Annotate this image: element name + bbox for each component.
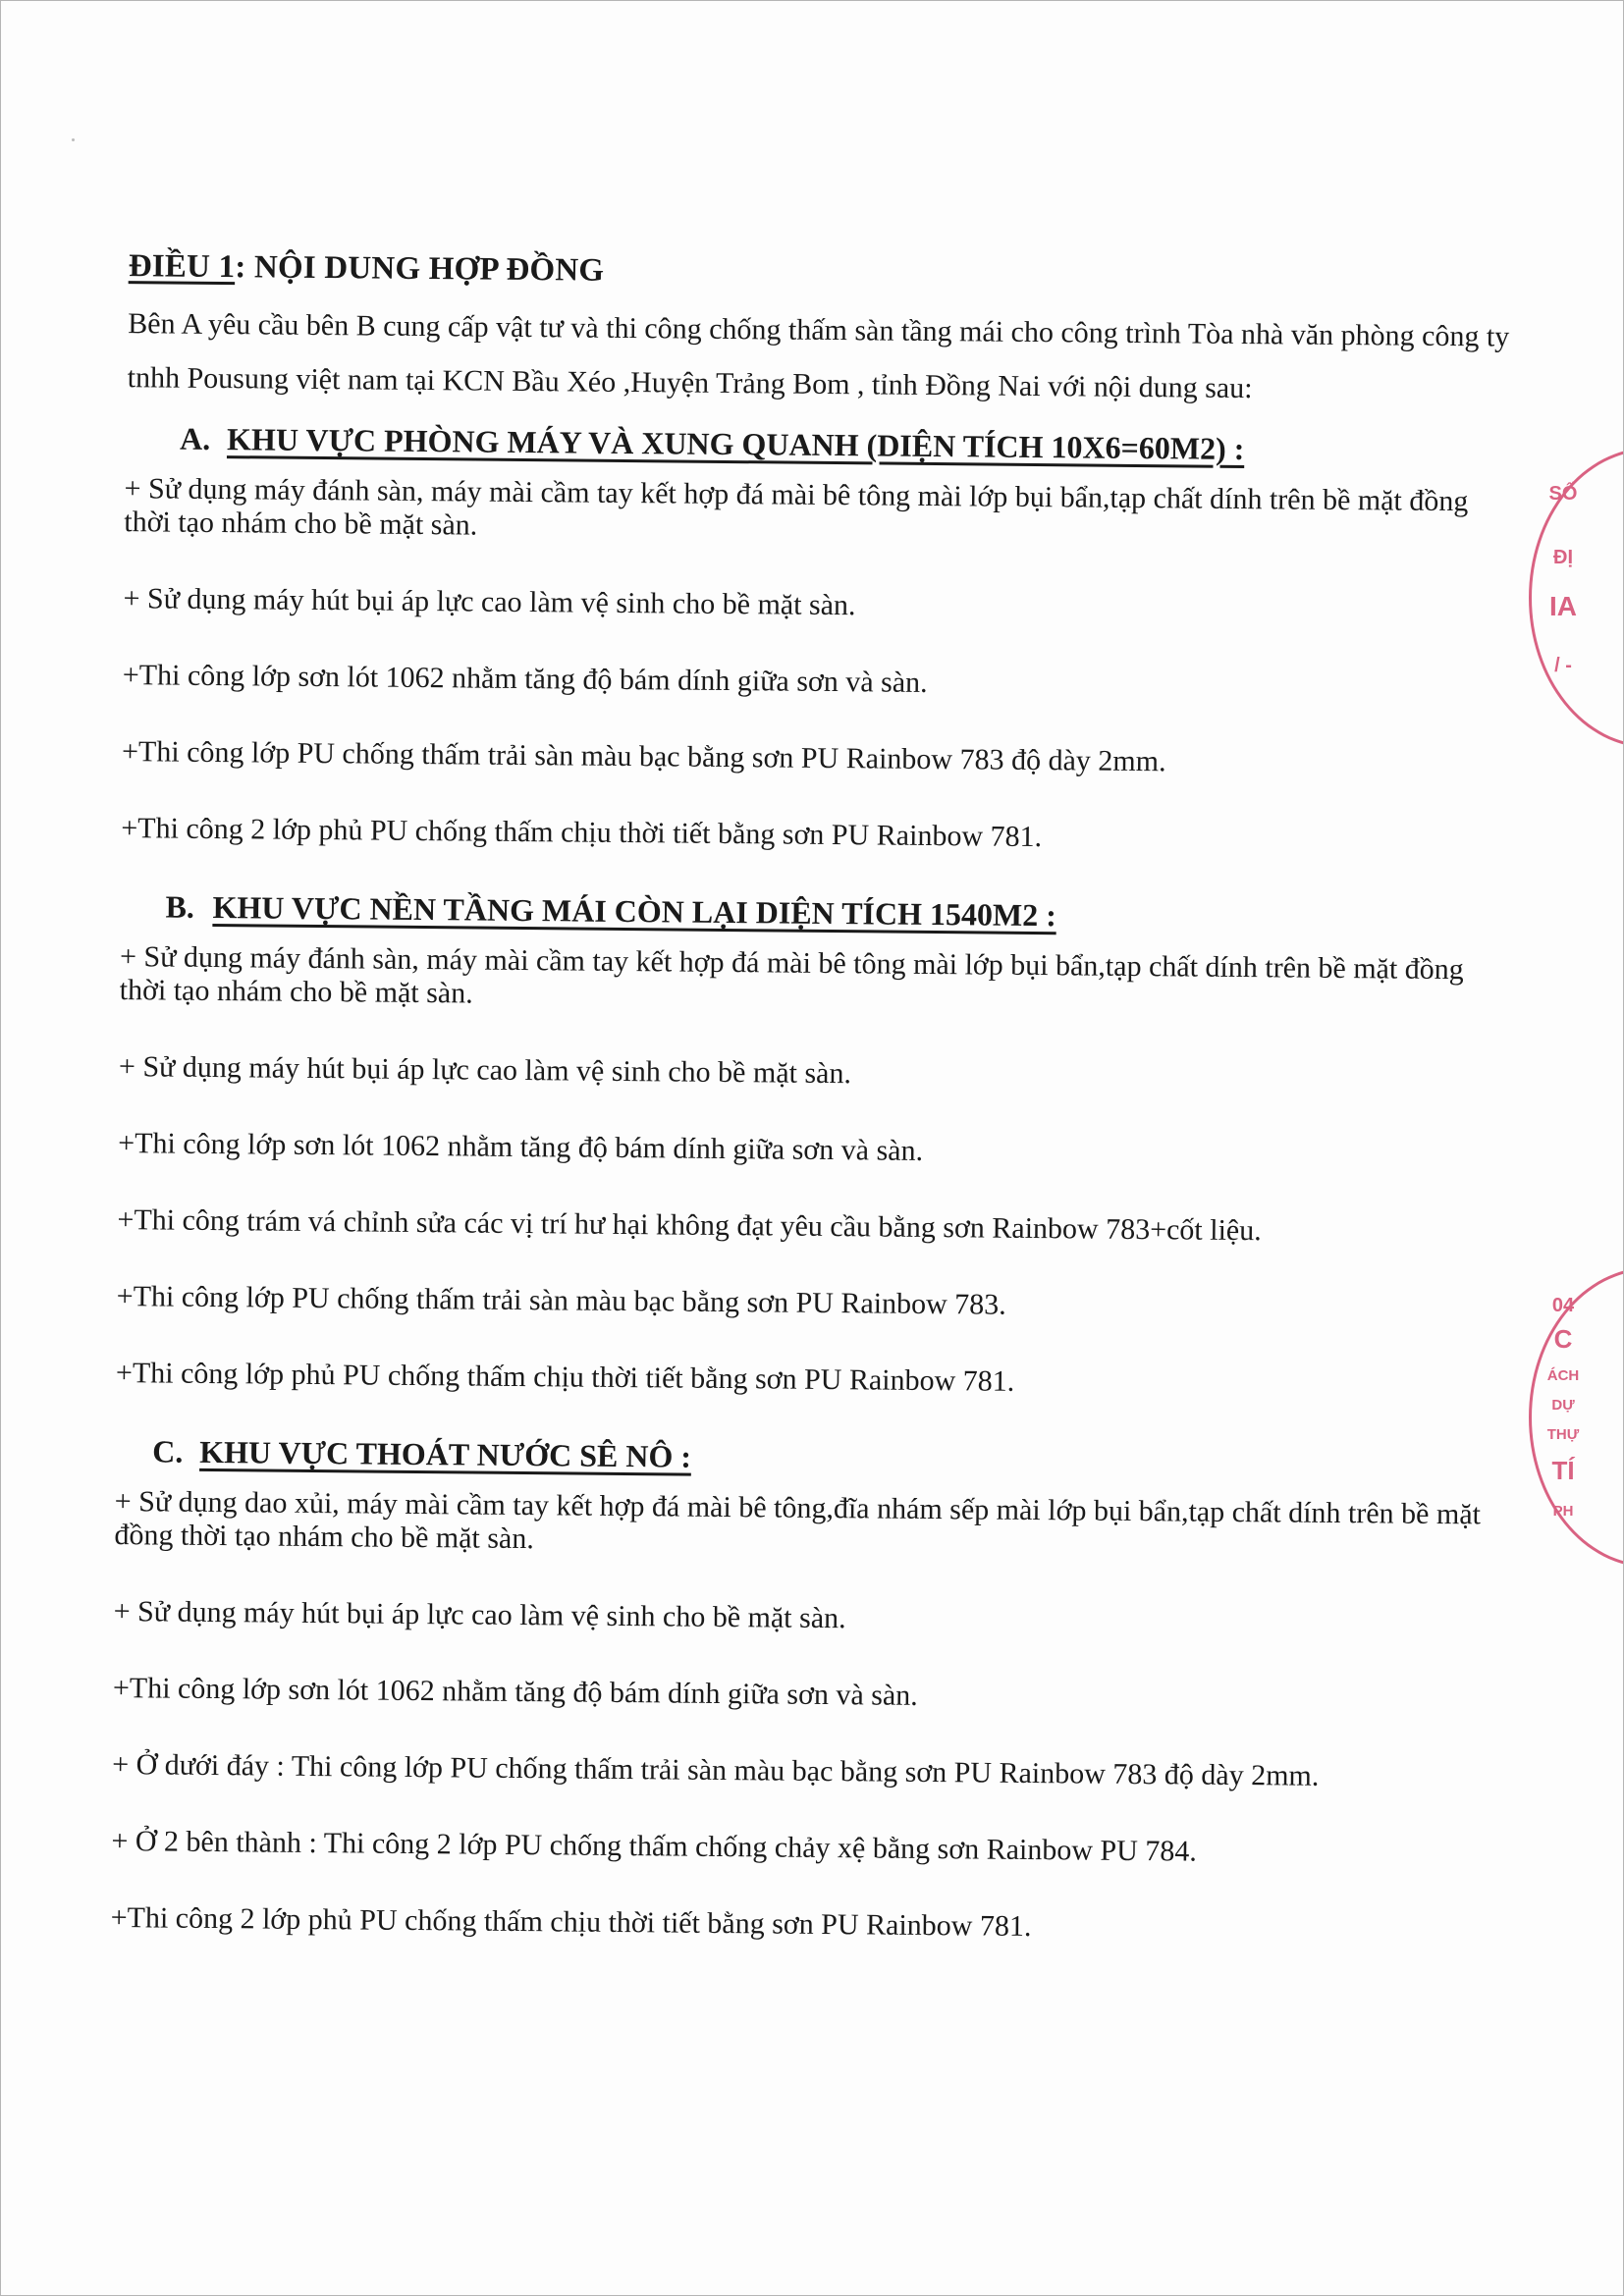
list-item: +Thi công lớp sơn lót 1062 nhằm tăng độ bám dính giữa sơn và sàn. bbox=[118, 1127, 924, 1167]
list-item: + Sử dụng máy đánh sàn, máy mài cầm tay kết hợp đá mài bê tông mài lớp bụi bẩn,tạp chất dính trên bề mặt đồng thời tạo nhám cho bề mặt sàn. bbox=[124, 472, 1469, 542]
section-heading-text: KHU VỰC PHÒNG MÁY VÀ XUNG QUANH (DIỆN TÍCH 10X6=60M2) : bbox=[226, 421, 1245, 467]
list-item: + Sử dụng máy hút bụi áp lực cao làm vệ sinh cho bề mặt sàn. bbox=[118, 1050, 852, 1091]
section-letter: B. bbox=[165, 888, 195, 925]
seal-fragment: ÁCH bbox=[1546, 1367, 1580, 1384]
section-b bbox=[106, 888, 1505, 1404]
seal-fragment: 04 bbox=[1551, 1295, 1575, 1316]
list-item: +Thi công lớp sơn lót 1062 nhằm tăng độ bám dính giữa sơn và sàn. bbox=[122, 659, 928, 699]
section-a bbox=[111, 420, 1509, 859]
section-c bbox=[101, 1433, 1500, 1949]
section-heading-text: KHU VỰC NỀN TẦNG MÁI CÒN LẠI DIỆN TÍCH 1540M2 : bbox=[212, 888, 1057, 934]
list-item: +Thi công lớp sơn lót 1062 nhằm tăng độ bám dính giữa sơn và sàn. bbox=[112, 1672, 918, 1712]
seal-fragment: C bbox=[1553, 1324, 1573, 1354]
list-item: + Sử dụng máy hút bụi áp lực cao làm vệ sinh cho bề mặt sàn. bbox=[123, 582, 856, 622]
list-item: +Thi công 2 lớp phủ PU chống thấm chịu thời tiết bằng sơn PU Rainbow 781. bbox=[121, 812, 1043, 854]
section-letter: A. bbox=[179, 420, 211, 456]
section-heading bbox=[180, 421, 1509, 470]
list-item: +Thi công lớp phủ PU chống thấm chịu thời tiết bằng sơn PU Rainbow 781. bbox=[115, 1357, 1015, 1398]
scan-speck bbox=[72, 138, 75, 141]
list-item: +Thi công 2 lớp phủ PU chống thấm chịu thời tiết bằng sơn PU Rainbow 781. bbox=[110, 1901, 1032, 1944]
article-title-rest: : NỘI DUNG HỢP ĐỒNG bbox=[235, 249, 605, 289]
seal-fragment: SỐ bbox=[1548, 483, 1578, 505]
seal-fragment: TÍ bbox=[1551, 1456, 1575, 1485]
section-heading bbox=[165, 889, 1504, 938]
red-seal-stamp-icon bbox=[1529, 448, 1624, 748]
seal-fragment: / - bbox=[1554, 655, 1572, 676]
list-item: + Sử dụng máy đánh sàn, máy mài cầm tay kết hợp đá mài bê tông mài lớp bụi bẩn,tạp chất dính trên bề mặt đồng thời tạo nhám cho bề mặt sàn. bbox=[119, 940, 1464, 1010]
red-seal-stamp-icon bbox=[1529, 1267, 1624, 1568]
list-item: +Thi công lớp PU chống thấm trải sàn màu bạc bằng sơn PU Rainbow 783 độ dày 2mm. bbox=[121, 735, 1166, 778]
list-item: +Thi công trám vá chỉnh sửa các vị trí hư hại không đạt yêu cầu bằng sơn Rainbow 783+cốt liệu. bbox=[117, 1203, 1262, 1248]
contract-content bbox=[100, 248, 1511, 1992]
seal-fragment: PH bbox=[1552, 1503, 1574, 1520]
list-item: + Sử dụng dao xủi, máy mài cầm tay kết hợp đá mài bê tông,đĩa nhám sếp mài lớp bụi bẩn,tạp chất dính trên bề mặt đồng thời tạo nhám cho bề mặt sàn. bbox=[114, 1485, 1482, 1556]
section-heading-text: KHU VỰC THOÁT NƯỚC SÊ NÔ : bbox=[199, 1433, 692, 1474]
seal-fragment: ĐỊ bbox=[1553, 547, 1573, 568]
article-intro: Bên A yêu cầu bên B cung cấp vật tư và thi công chống thấm sàn tầng mái cho công trình Tòa nhà văn phòng công ty tnhh Pousung việt nam tại KCN Bầu Xéo ,Huyện Trảng Bom , tỉnh Đồng Nai với nội dung sau: bbox=[127, 307, 1510, 405]
list-item: + Ở 2 bên thành : Thi công 2 lớp PU chống thấm chống chảy xệ bằng sơn Rainbow PU 784. bbox=[111, 1825, 1198, 1868]
seal-fragment: DỰ bbox=[1551, 1397, 1575, 1414]
article-title bbox=[129, 248, 1511, 298]
section-heading bbox=[152, 1433, 1499, 1482]
seal-fragment: IA bbox=[1549, 591, 1577, 621]
article-title-prefix: ĐIỀU 1 bbox=[128, 248, 236, 286]
list-item: + Sử dụng máy hút bụi áp lực cao làm vệ sinh cho bề mặt sàn. bbox=[113, 1595, 846, 1635]
list-item: +Thi công lớp PU chống thấm trải sàn màu bạc bằng sơn PU Rainbow 783. bbox=[116, 1280, 1006, 1321]
seal-fragment: THỰ bbox=[1546, 1426, 1580, 1443]
section-letter: C. bbox=[152, 1433, 184, 1469]
list-item: + Ở dưới đáy : Thi công lớp PU chống thấm trải sàn màu bạc bằng sơn PU Rainbow 783 độ dày 2mm. bbox=[112, 1748, 1320, 1792]
